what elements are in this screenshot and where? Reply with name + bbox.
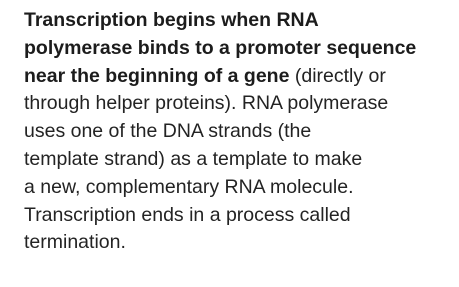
paragraph-line xyxy=(24,63,454,91)
regular-text: termination. xyxy=(24,231,126,254)
regular-text: (directly or xyxy=(289,64,386,87)
regular-text: template strand) as a template to make xyxy=(24,147,363,170)
paragraph-line xyxy=(24,202,454,230)
regular-text: uses one of the DNA strands (the xyxy=(24,120,312,143)
bold-text: near the beginning of a gene xyxy=(24,64,290,87)
paragraph-line xyxy=(24,146,454,174)
regular-text: a new, complementary RNA molecule. xyxy=(24,175,354,198)
paragraph-line xyxy=(24,90,454,118)
regular-text: through helper proteins). RNA polymerase xyxy=(24,92,389,115)
paragraph-line xyxy=(24,229,454,257)
paragraph-line xyxy=(24,7,454,35)
bold-text: Transcription begins when RNA xyxy=(24,9,319,31)
transcription-paragraph xyxy=(24,7,454,257)
paragraph-line xyxy=(24,118,454,146)
paragraph-line xyxy=(24,35,454,63)
regular-text: Transcription ends in a process called xyxy=(24,203,351,226)
paragraph-line xyxy=(24,174,454,202)
bold-text: polymerase binds to a promoter sequence xyxy=(24,36,417,59)
